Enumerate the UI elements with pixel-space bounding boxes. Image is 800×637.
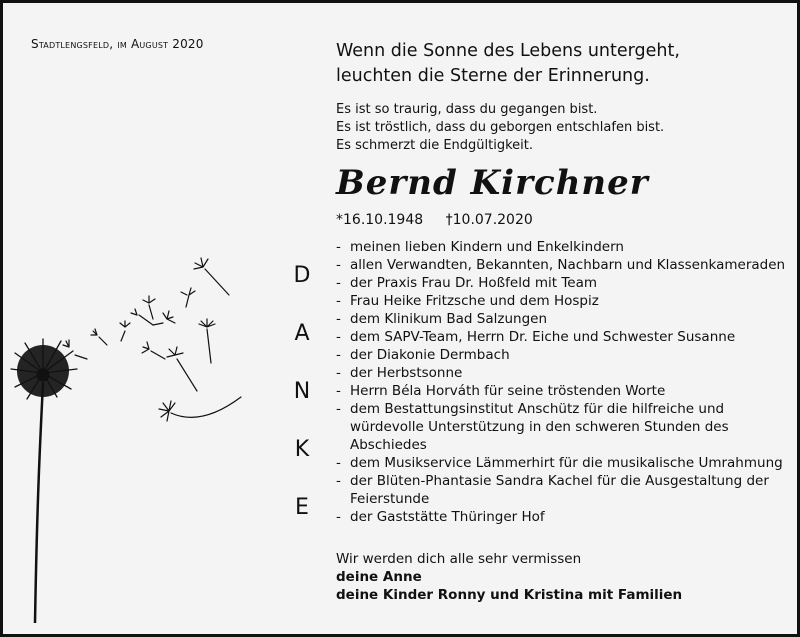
list-item: - allen Verwandten, Bekannten, Nachbarn und Klassenkameraden <box>336 256 786 274</box>
death-date: †10.07.2020 <box>445 212 533 228</box>
signature: deine Anne <box>336 569 422 585</box>
place-date: Stadtlengsfeld, im August 2020 <box>31 37 204 51</box>
danke-vertical <box>290 263 314 553</box>
danke-letter: N <box>293 379 311 404</box>
closing-line: Wir werden dich alle sehr vermissen <box>336 551 582 567</box>
danke-letter: K <box>294 437 310 462</box>
list-item: - dem Bestattungsinstitut Anschütz für die hilfreiche und würdevolle Unterstützung in den schweren Stunden des Abschiedes <box>336 400 786 454</box>
list-item: - der Diakonie Dermbach <box>336 346 786 364</box>
birth-date: *16.10.1948 <box>336 212 424 228</box>
motto <box>336 39 776 89</box>
poem-line: Es schmerzt die Endgültigkeit. <box>336 138 534 153</box>
list-item: - dem Musikservice Lämmerhirt für die musikalische Umrahmung <box>336 454 786 472</box>
list-item: - der Gaststätte Thüringer Hof <box>336 508 786 526</box>
danke-letter: D <box>293 263 311 288</box>
life-dates <box>336 212 551 228</box>
dandelion-illustration <box>3 243 263 623</box>
list-item: - dem Klinikum Bad Salzungen <box>336 310 786 328</box>
deceased-name: Bernd Kirchner <box>336 163 649 203</box>
poem <box>336 101 664 155</box>
list-item: - Herrn Béla Horváth für seine tröstenden Worte <box>336 382 786 400</box>
signature: deine Kinder Ronny und Kristina mit Familien <box>336 587 683 603</box>
list-item: - dem SAPV-Team, Herrn Dr. Eiche und Schwester Susanne <box>336 328 786 346</box>
list-item: - der Blüten-Phantasie Sandra Kachel für die Ausgestaltung der Feierstunde <box>336 472 786 508</box>
poem-line: Es ist tröstlich, dass du geborgen entschlafen bist. <box>336 120 665 135</box>
danke-letter: E <box>295 495 309 520</box>
poem-line: Es ist so traurig, dass du gegangen bist. <box>336 102 598 117</box>
flying-seeds <box>63 258 241 421</box>
motto-line: Wenn die Sonne des Lebens untergeht, <box>336 41 680 61</box>
motto-line: leuchten die Sterne der Erinnerung. <box>336 66 650 86</box>
thanks-list <box>336 238 786 526</box>
closing <box>336 550 682 604</box>
danke-letter: A <box>294 321 310 346</box>
list-item: - der Praxis Frau Dr. Hoßfeld mit Team <box>336 274 786 292</box>
list-item: - Frau Heike Fritzsche und dem Hospiz <box>336 292 786 310</box>
list-item: - der Herbstsonne <box>336 364 786 382</box>
list-item: - meinen lieben Kindern und Enkelkindern <box>336 238 786 256</box>
dandelion-stem <box>35 383 43 623</box>
